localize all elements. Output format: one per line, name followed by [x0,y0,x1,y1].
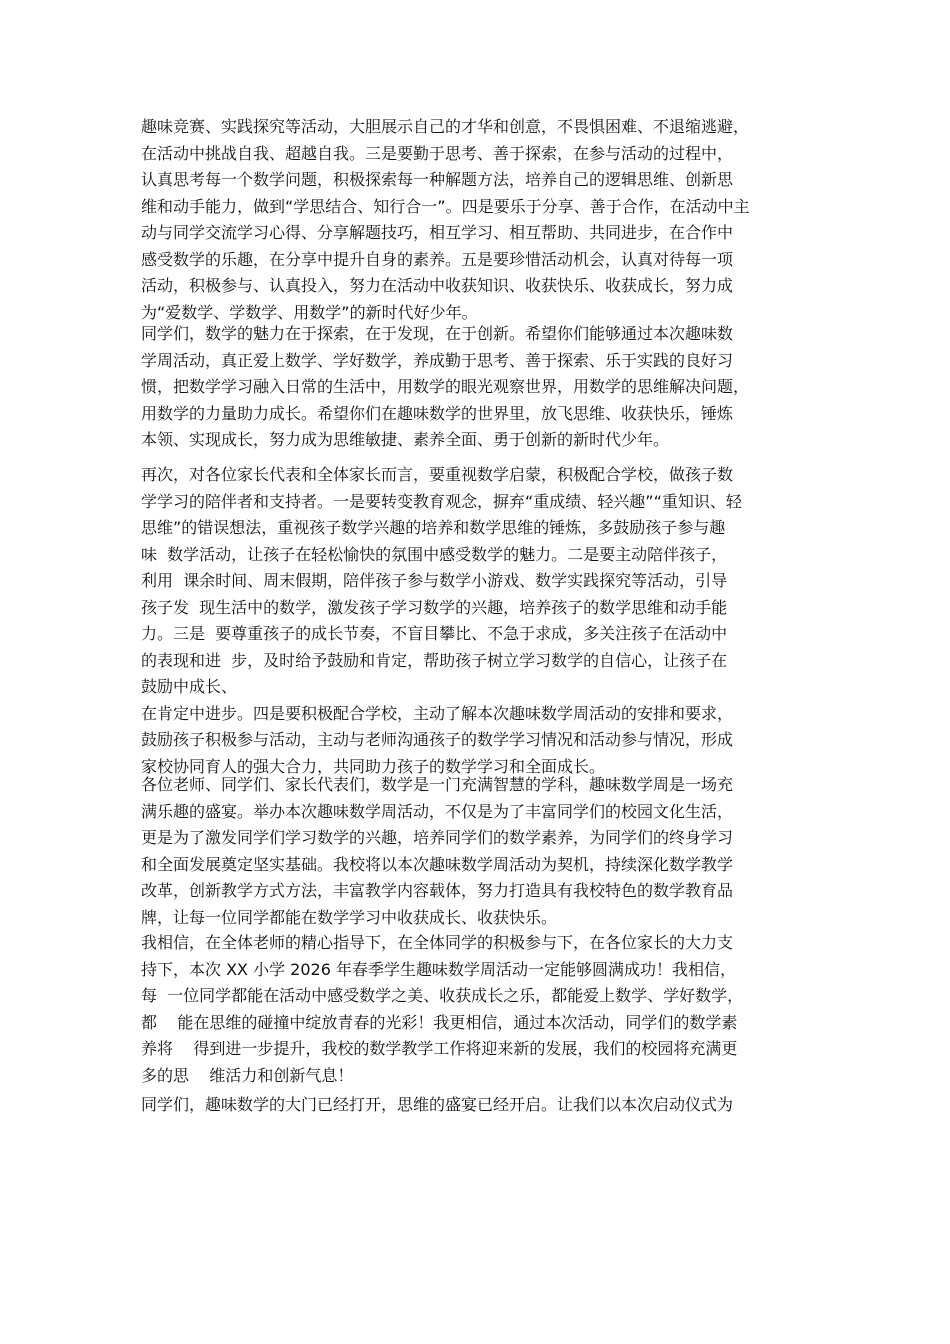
paragraph [141,114,821,326]
text-line: 和全面发展奠定坚实基础。我校将以本次趣味数学周活动为契机，持续深化数学教学 [141,854,734,874]
text-line: 学周活动，真正爱上数学、学好数学，养成勤于思考、善于探索、乐于实践的良好习 [141,350,734,370]
text-line: 利用 课余时间、周末假期，陪伴孩子参与数学小游戏、数学实践探究等活动，引导 [141,571,728,590]
text-line: 满乐趣的盛宴。举办本次趣味数学周活动，不仅是为了丰富同学们的校园文化生活， [141,801,734,821]
text-line: 维和动手能力，做到“学思结合、知行合一”。四是要乐于分享、善于合作，在活动中主 [141,196,750,216]
text-line: 改革，创新教学方式方法，丰富教学内容载体，努力打造具有我校特色的数学教育品 [141,881,734,900]
text-line: 在活动中挑战自我、超越自我。三是要勤于思考、善于探索，在参与活动的过程中， [141,143,734,163]
text-line: 认真思考每一个数学问题，积极探索每一种解题方法，培养自己的逻辑思维、创新思 [141,170,734,189]
text-line: 本领、实现成长，努力成为思维敏捷、素养全面、勇于创新的新时代少年。 [141,430,670,449]
text-line: 再次，对各位家长代表和全体家长而言，要重视数学启蒙，积极配合学校，做孩子数 [141,465,734,484]
text-line: 在肯定中进步。四是要积极配合学校，主动了解本次趣味数学周活动的安排和要求， [141,703,734,723]
text-line: 家校协同育人的强大合力，共同助力孩子的数学学习和全面成长。 [141,756,606,776]
paragraph [141,930,821,1089]
text-line: 每 一位同学都能在活动中感受数学之美、收获成长之乐，都能爱上数学、学好数学， [141,986,744,1005]
text-line: 鼓励中成长、 [141,677,238,696]
paragraph [141,321,821,454]
text-line: 同学们，数学的魅力在于探索，在于发现，在于创新。希望你们能够通过本次趣味数 [141,324,734,343]
text-line: 多的思 维活力和创新气息！ [141,1065,354,1085]
text-line: 各位老师、同学们、家长代表们，数学是一门充满智慧的学科，趣味数学周是一场充 [141,775,734,794]
text-line: 趣味竞赛、实践探究等活动，大胆展示自己的才华和创意，不畏惧困难、不退缩逃避， [141,117,750,136]
text-line: 牌，让每一位同学都能在数学学习中收获成长、收获快乐。 [141,907,558,927]
text-line: 味 数学活动，让孩子在轻松愉快的氛围中感受数学的魅力。二是要主动陪伴孩子， [141,544,728,564]
text-line: 的表现和进 步，及时给予鼓励和肯定，帮助孩子树立学习数学的自信心，让孩子在 [141,650,728,670]
paragraph [141,772,821,931]
paragraph [141,462,821,780]
text-line: 持下，本次 XX 小学 2026 年春季学生趣味数学周活动一定能够圆满成功！我相信， [141,959,736,979]
text-line: 为“爱数学、学数学、用数学”的新时代好少年。 [141,302,478,322]
text-line: 活动，积极参与、认真投入，努力在活动中收获知识、收获快乐、收获成长，努力成 [141,276,734,295]
text-line: 惯，把数学学习融入日常的生活中，用数学的眼光观察世界，用数学的思维解决问题， [141,377,750,396]
text-line: 用数学的力量助力成长。希望你们在趣味数学的世界里，放飞思维、收获快乐，锤炼 [141,403,734,423]
text-line: 感受数学的乐趣，在分享中提升自身的素养。五是要珍惜活动机会，认真对待每一项 [141,249,734,269]
text-line: 思维”的错误想法，重视孩子数学兴趣的培养和数学思维的锤炼，多鼓励孩子参与趣 [141,518,726,537]
text-line: 养将 得到进一步提升，我校的数学教学工作将迎来新的发展，我们的校园将充满更 [141,1039,738,1058]
text-line: 学学习的陪伴者和支持者。一是要转变教育观念，摒弃“重成绩、轻兴趣”“重知识、轻 [141,491,742,511]
text-line: 更是为了激发同学们学习数学的兴趣，培养同学们的数学素养，为同学们的终身学习 [141,828,734,847]
text-line: 都 能在思维的碰撞中绽放青春的光彩！我更相信，通过本次活动，同学们的数学素 [141,1012,738,1032]
text-line: 同学们，趣味数学的大门已经打开，思维的盛宴已经开启。让我们以本次启动仪式为 [141,1095,734,1114]
text-line: 力。三是 要尊重孩子的成长节奏，不盲目攀比、不急于求成，多关注孩子在活动中 [141,624,728,643]
text-line: 鼓励孩子积极参与活动，主动与老师沟通孩子的数学学习情况和活动参与情况，形成 [141,730,734,749]
text-line: 我相信，在全体老师的精心指导下，在全体同学的积极参与下，在各位家长的大力支 [141,933,734,952]
paragraph [141,1092,821,1119]
text-line: 孩子发 现生活中的数学，激发孩子学习数学的兴趣，培养孩子的数学思维和动手能 [141,597,728,617]
text-line: 动与同学交流学习心得、分享解题技巧，相互学习、相互帮助、共同进步，在合作中 [141,223,734,242]
